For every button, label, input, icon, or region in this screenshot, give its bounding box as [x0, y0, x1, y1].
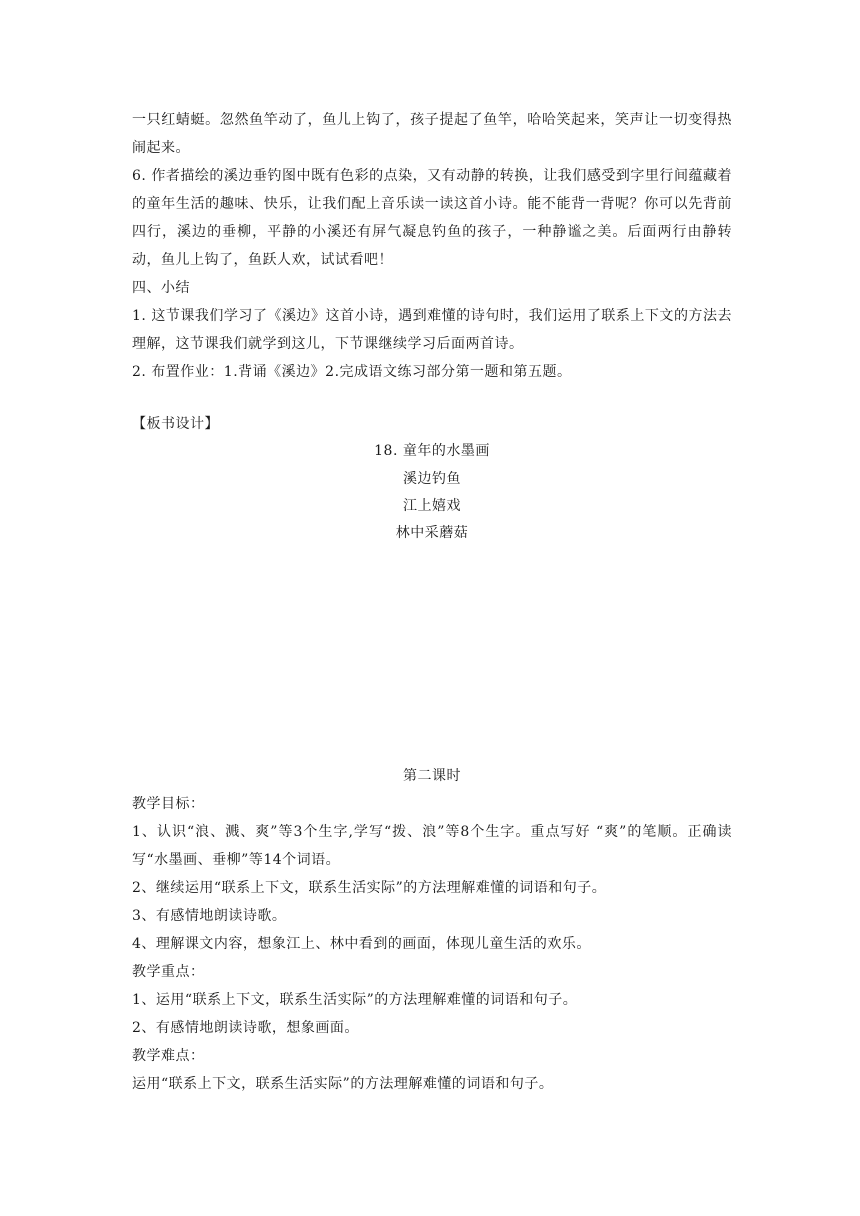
key-point-item-2: 2、有感情地朗读诗歌，想象画面。 — [132, 1020, 359, 1036]
goal-item-1: 1、认识“浪、溅、爽”等3个生字,学写“拨、浪”等8个生字。重点写好 “爽”的笔顺。正确读写“水墨画、垂柳”等14个词语。 — [132, 824, 732, 868]
summary-item-2: 2. 布置作业：1.背诵《溪边》2.完成语文练习部分第一题和第五题。 — [132, 364, 572, 380]
board-item-2: 江上嬉戏 — [403, 498, 461, 514]
goal-item-4: 4、理解课文内容，想象江上、林中看到的画面，体现儿童生活的欢乐。 — [132, 936, 591, 952]
key-point-item-1: 1、运用“联系上下文，联系生活实际”的方法理解难懂的词语和句子。 — [132, 992, 578, 1008]
board-item-3: 林中采蘑菇 — [395, 525, 469, 541]
goals-label: 教学目标： — [132, 796, 205, 812]
board-item-1: 溪边钓鱼 — [403, 471, 461, 487]
lesson-title: 第二课时 — [403, 768, 461, 784]
difficulty-text: 运用“联系上下文，联系生活实际”的方法理解难懂的词语和句子。 — [132, 1076, 554, 1092]
key-points-label: 教学重点： — [132, 964, 205, 980]
board-title: 18. 童年的水墨画 — [374, 443, 490, 459]
goal-item-2: 2、继续运用“联系上下文，联系生活实际”的方法理解难懂的词语和句子。 — [132, 880, 607, 896]
paragraph-step-6: 6. 作者描绘的溪边垂钓图中既有色彩的点染，又有动静的转换，让我们感受到字里行间蕴藏着的童年生活的趣味、快乐，让我们配上音乐读一读这首小诗。能不能背一背呢？你可以先背前四行，溪边的垂柳，平静的小溪还有屏气凝息钓鱼的孩子，一种静谧之美。后面两行由静转动，鱼儿上钩了，鱼跃人欢，试试看吧！ — [132, 168, 732, 268]
board-design-heading: 【板书设计】 — [132, 416, 219, 432]
section-heading-summary: 四、小结 — [132, 280, 190, 296]
summary-item-1: 1. 这节课我们学习了《溪边》这首小诗，遇到难懂的诗句时，我们运用了联系上下文的方法去理解，这节课我们就学到这儿，下节课继续学习后面两首诗。 — [132, 308, 732, 352]
difficulty-label: 教学难点： — [132, 1048, 205, 1064]
goal-item-3: 3、有感情地朗读诗歌。 — [132, 908, 287, 924]
paragraph-story-end: 一只红蜻蜓。忽然鱼竿动了，鱼儿上钩了，孩子提起了鱼竿，哈哈笑起来，笑声让一切变得热闹起来。 — [132, 112, 732, 156]
